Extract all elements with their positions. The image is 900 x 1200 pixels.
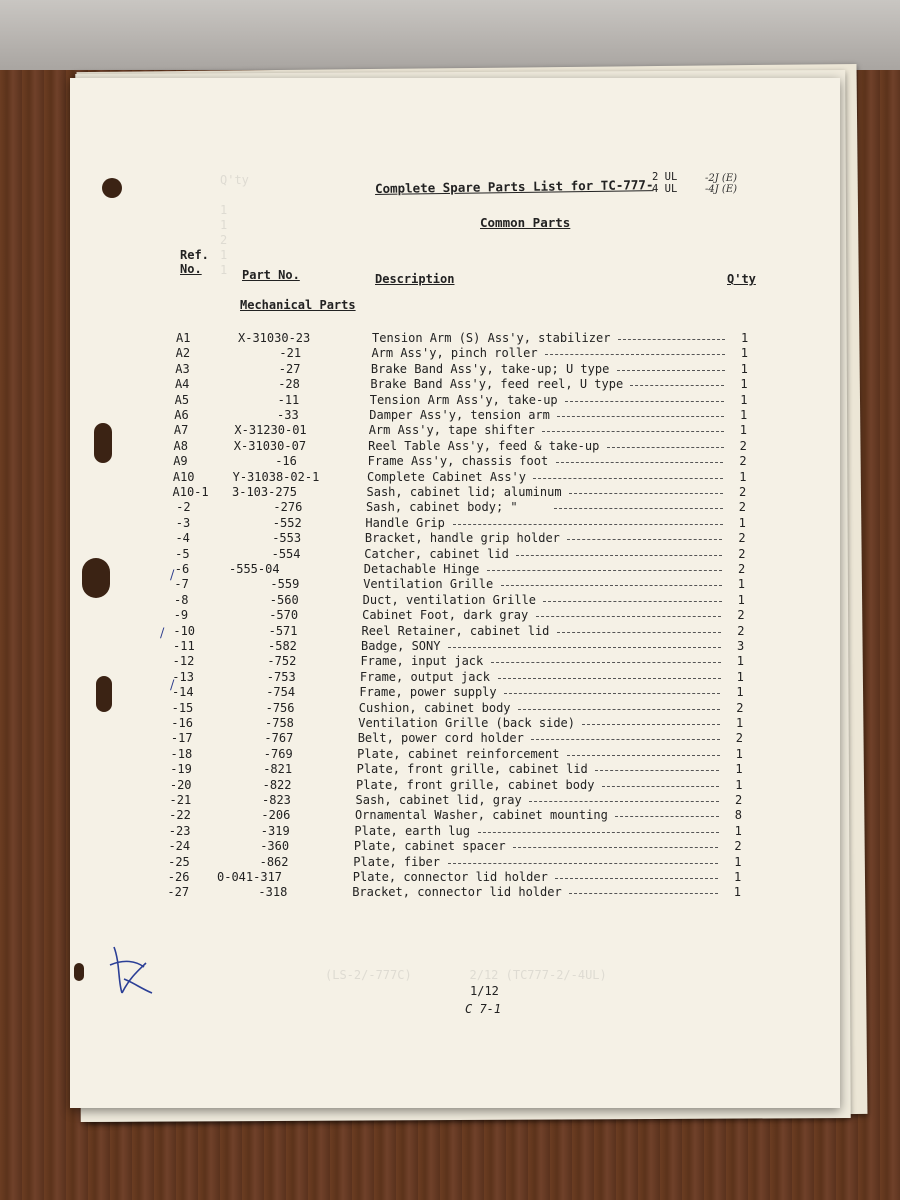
table-row bbox=[70, 577, 840, 592]
table-row bbox=[70, 685, 840, 700]
part-no-cell: -758 bbox=[265, 716, 294, 730]
ref-no-cell: -26 bbox=[167, 870, 190, 884]
part-no-cell: -769 bbox=[263, 746, 293, 761]
qty-cell: 1 bbox=[737, 592, 745, 607]
ref-no-cell: -10 bbox=[173, 623, 196, 638]
part-no-cell: 0-041-317 bbox=[217, 870, 283, 884]
table-row bbox=[70, 762, 840, 777]
leader-dashes bbox=[543, 601, 721, 602]
ref-no-cell: A9 bbox=[173, 454, 188, 469]
qty-cell: 1 bbox=[736, 654, 745, 669]
ref-no-cell: A6 bbox=[174, 408, 189, 422]
handwritten-checkmark: / bbox=[160, 626, 165, 641]
part-no-cell: -767 bbox=[264, 731, 294, 746]
table-row bbox=[70, 824, 840, 839]
description-cell: Badge, SONY bbox=[361, 639, 441, 653]
ref-no-cell: -11 bbox=[173, 639, 195, 653]
ref-no-cell: -8 bbox=[174, 592, 189, 607]
part-no-cell: -27 bbox=[278, 361, 301, 376]
part-no-cell: -754 bbox=[266, 685, 296, 700]
part-no-cell: -559 bbox=[270, 577, 300, 592]
table-row bbox=[70, 716, 840, 731]
qty-cell: 2 bbox=[735, 793, 743, 807]
part-no-cell: -756 bbox=[265, 700, 295, 715]
ref-no-cell: -25 bbox=[168, 854, 190, 869]
qty-cell: 1 bbox=[735, 777, 743, 792]
table-row bbox=[70, 839, 840, 854]
ref-no-cell: -21 bbox=[169, 793, 192, 807]
description-cell: Ornamental Washer, cabinet mounting bbox=[354, 808, 608, 823]
table-row bbox=[70, 593, 840, 608]
description-cell: Tension Arm Ass'y, take-up bbox=[369, 392, 558, 407]
qty-cell: 8 bbox=[734, 808, 743, 823]
leader-dashes bbox=[607, 447, 724, 448]
qty-cell: 2 bbox=[738, 546, 746, 561]
leader-dashes bbox=[557, 416, 724, 417]
leader-dashes bbox=[555, 878, 718, 879]
qty-cell: 1 bbox=[736, 669, 744, 684]
group-title: Mechanical Parts bbox=[240, 298, 356, 312]
ref-no-cell: -19 bbox=[170, 762, 192, 777]
leader-dashes bbox=[448, 647, 721, 648]
ref-no-cell: A5 bbox=[174, 392, 190, 407]
description-cell: Plate, fiber bbox=[353, 854, 440, 869]
handwritten-note: -2J (E) bbox=[705, 173, 738, 184]
handwritten-checkmark: / bbox=[170, 678, 175, 693]
leader-dashes bbox=[545, 354, 725, 355]
ref-no-cell: -12 bbox=[172, 654, 195, 669]
description-cell: Frame, output jack bbox=[359, 669, 490, 684]
ref-no-cell: -16 bbox=[171, 716, 193, 730]
table-row bbox=[70, 562, 840, 577]
part-no-cell: X-31030-07 bbox=[233, 438, 307, 453]
qty-cell: 2 bbox=[738, 500, 747, 515]
table-row bbox=[70, 778, 840, 793]
table-row bbox=[70, 547, 840, 562]
leader-dashes bbox=[557, 632, 721, 633]
part-no-cell: -276 bbox=[273, 500, 303, 515]
qty-cell: 1 bbox=[735, 746, 743, 761]
description-cell: Belt, power cord holder bbox=[357, 731, 524, 746]
part-no-cell: -33 bbox=[277, 408, 299, 422]
header-description: Description bbox=[375, 272, 455, 286]
leader-dashes bbox=[501, 585, 722, 586]
leader-dashes bbox=[615, 816, 719, 817]
parts-table bbox=[70, 78, 840, 1108]
leader-dashes bbox=[567, 755, 720, 756]
leader-dashes bbox=[487, 570, 722, 571]
background-wall bbox=[0, 0, 900, 70]
handwritten-initials bbox=[100, 933, 160, 1003]
table-row bbox=[70, 793, 840, 808]
bleed-through-text: Q'ty bbox=[220, 173, 249, 187]
description-cell: Bracket, handle grip holder bbox=[364, 531, 560, 546]
table-row bbox=[70, 331, 840, 346]
qty-cell: 3 bbox=[737, 639, 745, 653]
leader-dashes bbox=[491, 662, 721, 663]
description-cell: Ventilation Grille (back side) bbox=[358, 716, 575, 730]
description-cell: Plate, front grille, cabinet body bbox=[356, 777, 595, 792]
leader-dashes bbox=[556, 462, 724, 463]
description-cell: Sash, cabinet lid, gray bbox=[355, 793, 522, 807]
description-cell: Plate, connector lid holder bbox=[352, 870, 548, 884]
ref-no-cell: A3 bbox=[175, 361, 190, 376]
leader-dashes bbox=[617, 370, 725, 371]
qty-cell: 1 bbox=[736, 716, 744, 730]
part-no-cell: -360 bbox=[260, 839, 290, 854]
ref-no-cell: -13 bbox=[172, 669, 194, 684]
qty-cell: 1 bbox=[735, 762, 743, 777]
qty-cell: 2 bbox=[737, 623, 745, 638]
leader-dashes bbox=[504, 693, 720, 694]
qty-cell: 1 bbox=[737, 577, 746, 592]
qty-cell: 1 bbox=[736, 685, 744, 700]
part-no-cell: -862 bbox=[259, 854, 289, 869]
description-cell: Cushion, cabinet body bbox=[358, 700, 511, 715]
part-no-cell: -553 bbox=[272, 531, 302, 546]
qty-cell: 2 bbox=[738, 562, 746, 576]
leader-dashes bbox=[536, 616, 722, 617]
leader-dashes bbox=[513, 847, 718, 848]
table-row bbox=[70, 855, 840, 870]
part-no-cell: -554 bbox=[271, 546, 301, 561]
description-cell: Brake Band Ass'y, feed reel, U type bbox=[370, 377, 624, 392]
qty-cell: 2 bbox=[738, 531, 746, 546]
part-no-cell: -16 bbox=[275, 454, 297, 469]
description-cell: Plate, earth lug bbox=[354, 823, 470, 838]
table-row bbox=[70, 485, 840, 500]
qty-cell: 2 bbox=[737, 608, 745, 623]
table-row bbox=[70, 531, 840, 546]
leader-dashes bbox=[531, 739, 720, 740]
ref-no-cell: A7 bbox=[173, 423, 189, 438]
description-cell: Brake Band Ass'y, take-up; U type bbox=[370, 361, 610, 376]
ref-no-cell: -9 bbox=[173, 608, 189, 623]
description-cell: Duct, ventilation Grille bbox=[362, 592, 537, 607]
ref-no-cell: -22 bbox=[169, 808, 191, 823]
part-no-cell: -319 bbox=[260, 823, 290, 838]
part-no-cell: -552 bbox=[272, 515, 302, 530]
part-no-cell: Y-31038-02-1 bbox=[232, 469, 320, 484]
ref-no-cell: A4 bbox=[174, 377, 190, 392]
table-row bbox=[70, 608, 840, 623]
qty-cell: 1 bbox=[734, 870, 742, 884]
part-no-cell: -11 bbox=[277, 392, 300, 407]
page-code: C 7-1 bbox=[465, 1002, 502, 1016]
ref-no-cell: -17 bbox=[170, 731, 193, 746]
description-cell: Plate, cabinet reinforcement bbox=[357, 746, 560, 761]
title-text: Complete Spare Parts List for TC-777- bbox=[374, 177, 654, 196]
table-row bbox=[70, 885, 840, 900]
description-cell: Detachable Hinge bbox=[363, 562, 480, 576]
table-row bbox=[70, 624, 840, 639]
part-no-cell: -560 bbox=[269, 592, 299, 607]
part-no-cell: -206 bbox=[261, 808, 291, 823]
part-no-cell: -318 bbox=[258, 885, 288, 900]
ref-no-cell: -24 bbox=[168, 839, 191, 854]
model-version: 2 UL bbox=[652, 171, 678, 183]
ref-no-cell: -6 bbox=[174, 562, 190, 576]
part-no-cell: -570 bbox=[269, 608, 299, 623]
table-row bbox=[70, 808, 840, 823]
ref-no-cell: -4 bbox=[175, 531, 190, 546]
table-row bbox=[70, 670, 840, 685]
page-number: 1/12 bbox=[470, 984, 499, 998]
leader-dashes bbox=[554, 508, 723, 509]
description-cell: Arm Ass'y, pinch roller bbox=[371, 346, 538, 361]
table-row bbox=[70, 654, 840, 669]
description-cell: Reel Table Ass'y, feed & take-up bbox=[368, 438, 600, 453]
description-cell: Frame Ass'y, chassis foot bbox=[367, 454, 549, 469]
ref-no-cell: A2 bbox=[175, 346, 191, 361]
section-title: Common Parts bbox=[480, 215, 571, 230]
bleed-through-text: (LS-2/-777C) 2/12 (TC777-2/-4UL) bbox=[325, 968, 607, 982]
leader-dashes bbox=[630, 385, 724, 386]
part-no-cell: -571 bbox=[268, 623, 298, 638]
qty-cell: 1 bbox=[734, 823, 742, 838]
description-cell: Plate, front grille, cabinet lid bbox=[356, 762, 588, 777]
description-cell: Sash, cabinet body; " bbox=[365, 500, 518, 515]
qty-cell: 2 bbox=[739, 485, 747, 499]
leader-dashes bbox=[582, 724, 720, 725]
part-no-cell: -822 bbox=[262, 777, 292, 792]
qty-cell: 1 bbox=[738, 515, 746, 530]
ref-no-cell: -23 bbox=[168, 823, 191, 838]
table-row bbox=[70, 423, 840, 438]
ref-no-cell: -14 bbox=[171, 685, 194, 700]
leader-dashes bbox=[567, 539, 722, 540]
ref-no-cell: -2 bbox=[176, 500, 191, 515]
description-cell: Bracket, connector lid holder bbox=[352, 885, 562, 900]
leader-dashes bbox=[533, 478, 723, 479]
part-no-cell: -821 bbox=[263, 762, 293, 777]
part-no-cell: 3-103-275 bbox=[232, 485, 298, 499]
handwritten-note: -4J (E) bbox=[705, 184, 738, 195]
table-row bbox=[70, 747, 840, 762]
table-row bbox=[70, 377, 840, 392]
leader-dashes bbox=[453, 524, 723, 525]
description-cell: Handle Grip bbox=[365, 515, 445, 530]
qty-cell: 1 bbox=[739, 423, 748, 438]
ref-no-cell: -27 bbox=[167, 885, 190, 900]
description-cell: Tension Arm (S) Ass'y, stabilizer bbox=[372, 331, 611, 345]
ref-no-cell: -7 bbox=[174, 577, 189, 592]
header-qty: Q'ty bbox=[727, 272, 756, 286]
bleed-through-text: 1 1 2 1 1 bbox=[220, 203, 228, 277]
qty-cell: 2 bbox=[739, 438, 747, 453]
part-no-cell: X-31030-23 bbox=[238, 331, 311, 345]
description-cell: Plate, cabinet spacer bbox=[353, 839, 506, 854]
description-cell: Arm Ass'y, tape shifter bbox=[368, 423, 535, 438]
qty-cell: 1 bbox=[740, 377, 748, 392]
part-no-cell: -555-04 bbox=[229, 562, 280, 576]
part-no-cell: -28 bbox=[278, 377, 300, 392]
qty-cell: 1 bbox=[740, 392, 748, 407]
qty-cell: 1 bbox=[740, 346, 749, 361]
part-no-cell: -823 bbox=[262, 793, 291, 807]
description-cell: Catcher, cabinet lid bbox=[364, 546, 509, 561]
description-cell: Ventilation Grille bbox=[363, 577, 494, 592]
leader-dashes bbox=[569, 893, 718, 894]
leader-dashes bbox=[618, 339, 725, 340]
table-row bbox=[70, 500, 840, 515]
qty-cell: 2 bbox=[736, 700, 744, 715]
ref-no-cell: -5 bbox=[175, 546, 190, 561]
leader-dashes bbox=[516, 555, 722, 556]
table-row bbox=[70, 408, 840, 423]
qty-cell: 2 bbox=[735, 731, 744, 746]
table-row bbox=[70, 639, 840, 654]
description-cell: Frame, power supply bbox=[359, 685, 497, 700]
header-ref-no-label: No. bbox=[180, 262, 202, 276]
qty-cell: 1 bbox=[733, 885, 742, 900]
leader-dashes bbox=[595, 770, 719, 771]
leader-dashes bbox=[569, 493, 723, 494]
table-row bbox=[70, 870, 840, 885]
ref-no-cell: A8 bbox=[173, 438, 188, 453]
qty-cell: 1 bbox=[739, 469, 747, 484]
header-ref-label: Ref. bbox=[180, 248, 209, 262]
description-cell: Damper Ass'y, tension arm bbox=[369, 408, 550, 422]
header-part-no: Part No. bbox=[242, 268, 300, 282]
qty-cell: 2 bbox=[739, 454, 747, 469]
leader-dashes bbox=[478, 832, 719, 833]
leader-dashes bbox=[529, 801, 719, 802]
qty-cell: 2 bbox=[734, 839, 742, 854]
ref-no-cell: A1 bbox=[176, 331, 191, 345]
table-row bbox=[70, 731, 840, 746]
leader-dashes bbox=[518, 709, 720, 710]
table-row bbox=[70, 393, 840, 408]
ref-no-cell: -20 bbox=[169, 777, 192, 792]
leader-dashes bbox=[565, 401, 724, 402]
table-row bbox=[70, 516, 840, 531]
leader-dashes bbox=[448, 863, 719, 864]
ref-no-cell: A10-1 bbox=[172, 485, 209, 499]
leader-dashes bbox=[498, 678, 721, 679]
ref-no-cell: -18 bbox=[170, 746, 193, 761]
ref-no-cell: -15 bbox=[171, 700, 194, 715]
part-no-cell: -21 bbox=[279, 346, 302, 361]
table-row bbox=[70, 470, 840, 485]
description-cell: Cabinet Foot, dark gray bbox=[362, 608, 529, 623]
qty-cell: 1 bbox=[741, 331, 749, 345]
table-row bbox=[70, 454, 840, 469]
ref-no-cell: -3 bbox=[175, 515, 191, 530]
description-cell: Sash, cabinet lid; aluminum bbox=[366, 485, 562, 499]
part-no-cell: X-31230-01 bbox=[234, 423, 307, 438]
qty-cell: 1 bbox=[740, 361, 748, 376]
part-no-cell: -752 bbox=[267, 654, 297, 669]
description-cell: Frame, input jack bbox=[360, 654, 484, 669]
part-no-cell: -753 bbox=[266, 669, 296, 684]
table-row bbox=[70, 346, 840, 361]
qty-cell: 1 bbox=[740, 408, 748, 422]
description-cell: Complete Cabinet Ass'y bbox=[367, 469, 526, 484]
description-cell: Reel Retainer, cabinet lid bbox=[361, 623, 550, 638]
table-row bbox=[70, 439, 840, 454]
parts-list-page bbox=[70, 78, 840, 1108]
leader-dashes bbox=[542, 431, 724, 432]
qty-cell: 1 bbox=[734, 854, 742, 869]
leader-dashes bbox=[602, 786, 720, 787]
table-row bbox=[70, 701, 840, 716]
ref-no-cell: A10 bbox=[172, 469, 195, 484]
handwritten-checkmark: / bbox=[170, 568, 175, 583]
model-version: 4 UL bbox=[652, 183, 678, 195]
table-row bbox=[70, 362, 840, 377]
part-no-cell: -582 bbox=[268, 639, 297, 653]
